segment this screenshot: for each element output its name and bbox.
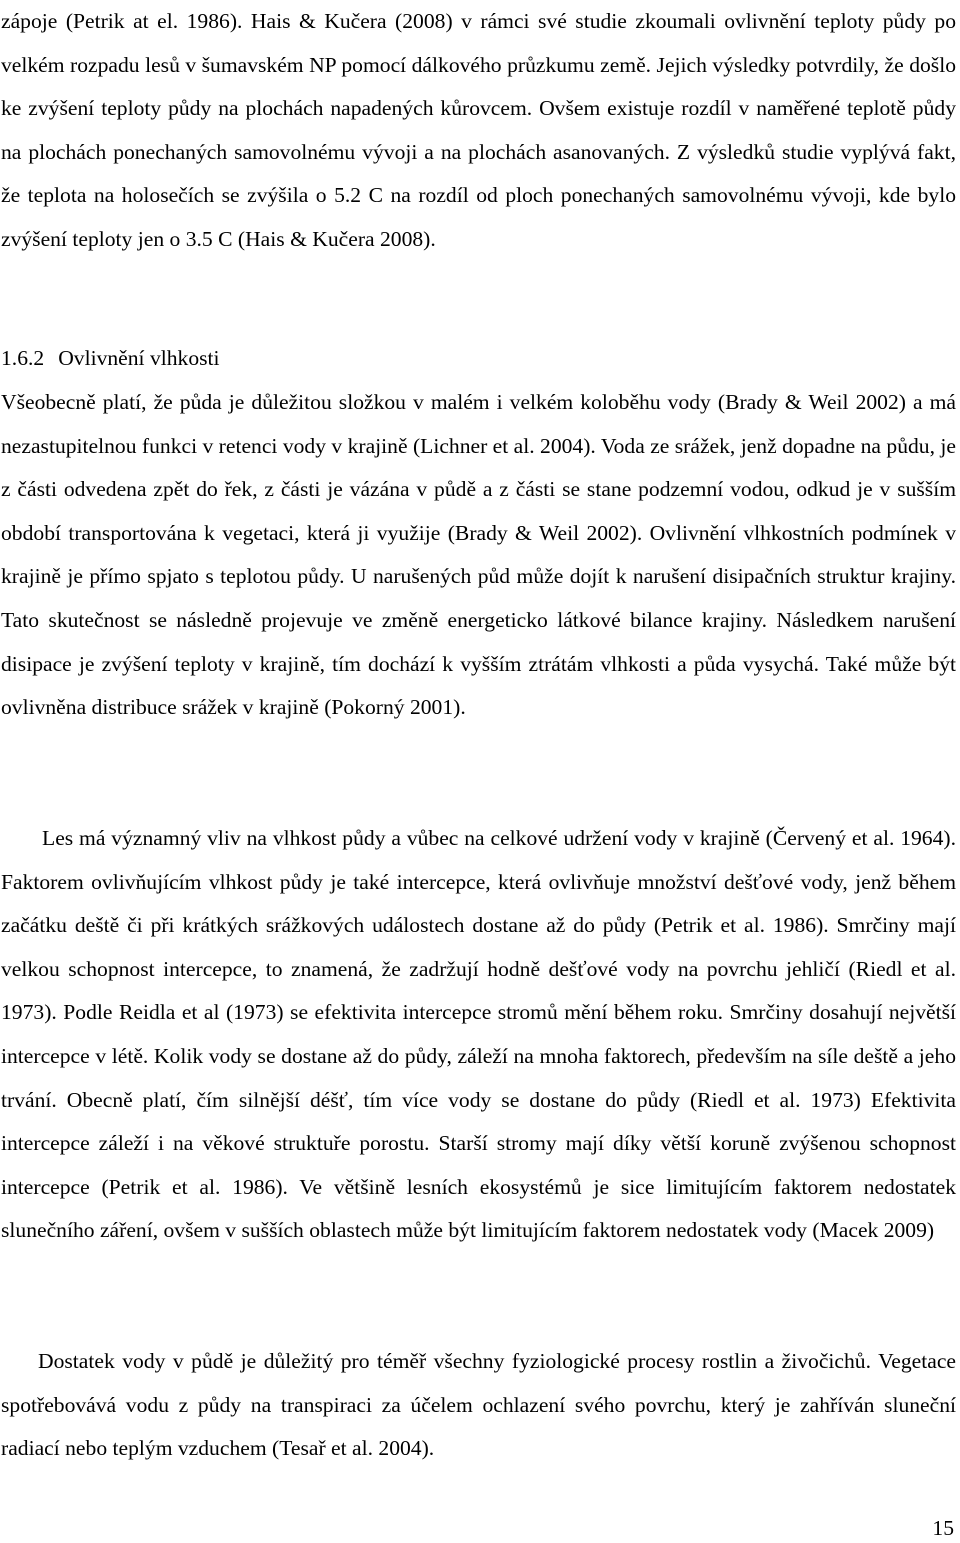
page-number: 15	[932, 1516, 954, 1540]
paragraph-soil-temperature: zápoje (Petrik at el. 1986). Hais & Kučera (2008) v rámci své studie zkoumali ovlivnění teploty půdy po velkém rozpadu lesů v šumavském NP pomocí dálkového průzkumu země. Jejich výsledky potvrdily, že došlo ke zvýšení teploty půdy na plochách napadených kůrovcem. Ovšem existuje rozdíl v naměřené teplotě půdy na plochách ponechaných samovolnému vývoji a na plochách asanovaných. Z výsledků studie vyplývá fakt, že teplota na holosečích se zvýšila o 5.2 C na rozdíl od ploch ponechaných samovolnému vývoji, kde bylo zvýšení teploty jen o 3.5 C (Hais & Kučera 2008).	[1, 9, 956, 251]
paragraph-water-physiology: Dostatek vody v půdě je důležitý pro téměř všechny fyziologické procesy rostlin a živočichů. Vegetace spotřebovává vodu z půdy na transpiraci za účelem ochlazení svého povrchu, který je zahříván sluneční radiací nebo teplým vzduchem (Tesař et al. 2004).	[1, 1349, 956, 1461]
paragraph-soil-water-cycle: Všeobecně platí, že půda je důležitou složkou v malém i velkém koloběhu vody (Brady & Weil 2002) a má nezastupitelnou funkci v retenci vody v krajině (Lichner et al. 2004). Voda ze srážek, jenž dopadne na půdu, je z části odvedena zpět do řek, z části je vázána v půdě a z části se stane podzemní vodou, odkud je v sušším období transportována k vegetaci, která ji využije (Brady & Weil 2002). Ovlivnění vlhkostních podmínek v krajině je přímo spjato s teplotou půdy. U narušených půd může dojít k narušení disipačních struktur krajiny. Tato skutečnost se následně projevuje ve změně energeticko látkové bilance krajiny. Následkem narušení disipace je zvýšení teploty v krajině, tím dochází k vyšším ztrátám vlhkosti a půda vysychá. Také může být ovlivněna distribuce srážek v krajině (Pokorný 2001).	[1, 390, 956, 720]
section-number: 1.6.2	[1, 346, 45, 370]
section-heading	[1, 337, 956, 381]
section-title: Ovlivnění vlhkosti	[58, 346, 220, 370]
paragraph-forest-interception: Les má významný vliv na vlhkost půdy a vůbec na celkové udržení vody v krajině (Červený et al. 1964). Faktorem ovlivňujícím vlhkost půdy je také intercepce, která ovlivňuje množství dešťové vody, jenž během začátku deště či při krátkých srážkových událostech dostane až do půdy (Petrik et al. 1986). Smrčiny mají velkou schopnost intercepce, to znamená, že zadržují hodně dešťové vody na povrchu jehličí (Riedl et al. 1973). Podle Reidla et al (1973) se efektivita intercepce stromů mění během roku. Smrčiny dosahují největší intercepce v létě. Kolik vody se dostane až do půdy, záleží na mnoha faktorech, především na síle deště a jeho trvání. Obecně platí, čím silnější déšť, tím více vody se dostane do půdy (Riedl et al. 1973) Efektivita intercepce záleží i na věkové struktuře porostu. Starší stromy mají díky větší koruně zvýšenou schopnost intercepce (Petrik et al. 1986). Ve většině lesních ekosystémů je sice limitujícím faktorem nedostatek slunečního záření, ovšem v sušších oblastech může být limitujícím faktorem nedostatek vody (Macek 2009)	[1, 826, 956, 1243]
